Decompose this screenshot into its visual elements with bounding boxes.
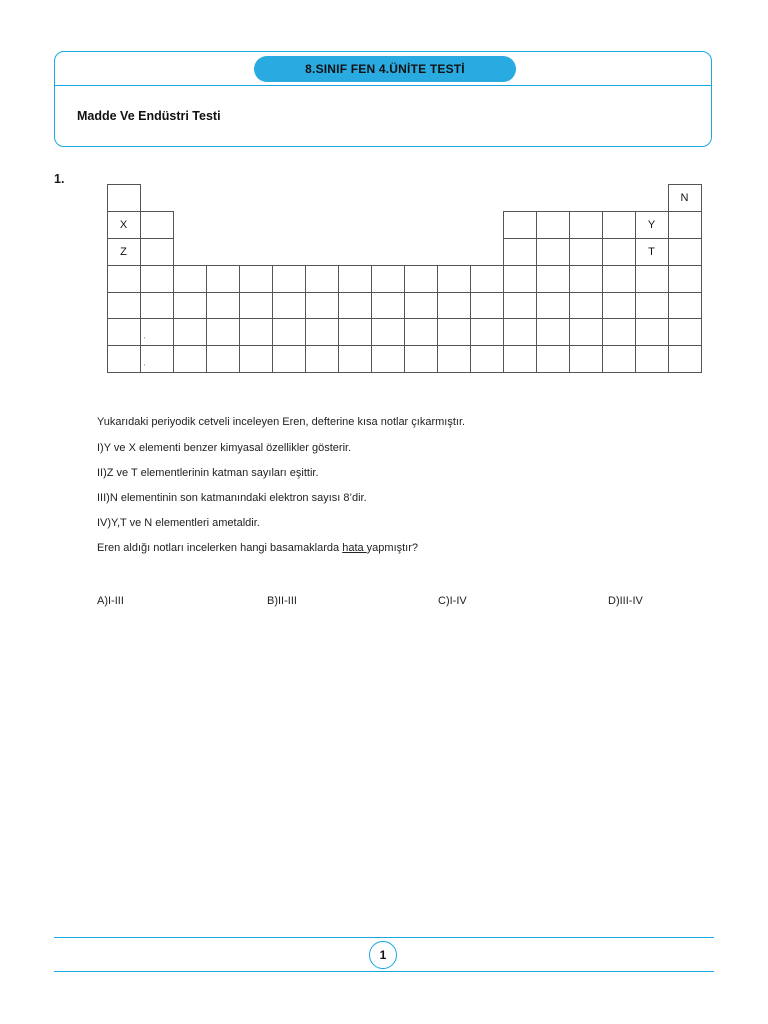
table-cell xyxy=(635,265,669,293)
table-cell xyxy=(470,292,504,319)
option-a[interactable]: A)I-III xyxy=(97,595,124,607)
table-cell xyxy=(371,292,405,319)
table-cell xyxy=(371,265,405,293)
element-label-y: Y xyxy=(647,218,656,231)
table-cell xyxy=(338,292,372,319)
cell-tick-mark: ˌ xyxy=(143,330,146,339)
table-cell xyxy=(239,318,273,346)
option-d[interactable]: D)III-IV xyxy=(608,595,643,607)
table-cell xyxy=(536,238,570,266)
table-cell xyxy=(569,318,603,346)
table-cell xyxy=(107,184,141,212)
statement-2: II)Z ve T elementlerinin katman sayıları eşittir. xyxy=(97,467,319,479)
table-cell xyxy=(239,345,273,373)
table-cell xyxy=(107,345,141,373)
table-cell xyxy=(536,211,570,239)
table-cell xyxy=(569,292,603,319)
option-b[interactable]: B)II-III xyxy=(267,595,297,607)
table-cell xyxy=(470,265,504,293)
table-cell xyxy=(239,292,273,319)
table-cell xyxy=(503,238,537,266)
table-cell xyxy=(404,318,438,346)
cell-tick-mark: ˌ xyxy=(143,357,146,366)
table-cell xyxy=(470,345,504,373)
table-cell xyxy=(668,318,702,346)
table-cell xyxy=(437,292,471,319)
table-cell xyxy=(206,318,240,346)
option-c[interactable]: C)I-IV xyxy=(438,595,467,607)
table-cell xyxy=(503,345,537,373)
table-cell xyxy=(668,265,702,293)
table-cell xyxy=(668,211,702,239)
table-cell xyxy=(206,265,240,293)
question-intro: Yukarıdaki periyodik cetveli inceleyen Eren, defterine kısa notlar çıkarmıştır. xyxy=(97,416,466,428)
prompt-underlined-word: hata xyxy=(342,542,367,554)
table-cell xyxy=(338,345,372,373)
table-cell xyxy=(338,265,372,293)
table-cell xyxy=(305,292,339,319)
table-cell xyxy=(602,265,636,293)
table-cell xyxy=(107,292,141,319)
table-cell xyxy=(536,318,570,346)
table-cell xyxy=(635,345,669,373)
table-cell xyxy=(140,211,174,239)
test-subtitle: Madde Ve Endüstri Testi xyxy=(77,109,221,123)
table-cell xyxy=(668,238,702,266)
table-cell xyxy=(569,265,603,293)
table-cell xyxy=(272,345,306,373)
table-cell xyxy=(305,345,339,373)
periodic-table xyxy=(0,0,768,400)
page-number: 1 xyxy=(369,941,397,969)
question-number: 1. xyxy=(54,172,65,186)
table-cell xyxy=(437,345,471,373)
table-cell xyxy=(371,345,405,373)
table-cell xyxy=(470,318,504,346)
statement-4: IV)Y,T ve N elementleri ametaldir. xyxy=(97,517,260,529)
table-cell xyxy=(107,265,141,293)
statement-3: III)N elementinin son katmanındaki elektron sayısı 8’dir. xyxy=(97,492,367,504)
table-cell xyxy=(569,238,603,266)
table-cell xyxy=(668,292,702,319)
table-cell xyxy=(503,318,537,346)
element-label-z: Z xyxy=(120,245,127,258)
table-cell xyxy=(437,265,471,293)
table-cell xyxy=(404,292,438,319)
element-label-x: X xyxy=(119,218,128,231)
table-cell xyxy=(272,265,306,293)
table-cell xyxy=(173,318,207,346)
footer-line-bottom xyxy=(54,971,714,972)
question-prompt xyxy=(97,542,418,554)
table-cell xyxy=(140,238,174,266)
element-label-n: N xyxy=(680,191,689,204)
table-cell xyxy=(503,292,537,319)
table-cell xyxy=(569,211,603,239)
table-cell xyxy=(305,318,339,346)
table-cell xyxy=(635,292,669,319)
table-cell xyxy=(239,265,273,293)
table-cell xyxy=(173,345,207,373)
table-cell xyxy=(536,345,570,373)
table-cell xyxy=(338,318,372,346)
table-cell xyxy=(602,292,636,319)
table-cell xyxy=(272,318,306,346)
prompt-end: yapmıştır? xyxy=(366,542,419,554)
table-cell xyxy=(107,318,141,346)
footer-line-top xyxy=(54,937,714,938)
table-cell xyxy=(140,292,174,319)
table-cell xyxy=(635,318,669,346)
table-cell xyxy=(140,265,174,293)
table-cell xyxy=(305,265,339,293)
table-cell xyxy=(206,292,240,319)
statement-1: I)Y ve X elementi benzer kimyasal özellikler gösterir. xyxy=(97,442,352,454)
table-cell xyxy=(602,211,636,239)
table-cell xyxy=(206,345,240,373)
table-cell xyxy=(173,265,207,293)
table-cell xyxy=(602,318,636,346)
table-cell xyxy=(173,292,207,319)
table-cell xyxy=(503,265,537,293)
table-cell xyxy=(503,211,537,239)
table-cell xyxy=(602,238,636,266)
table-cell xyxy=(569,345,603,373)
table-cell xyxy=(404,265,438,293)
table-cell xyxy=(668,345,702,373)
table-cell xyxy=(371,318,405,346)
element-label-t: T xyxy=(648,245,655,258)
table-cell xyxy=(602,345,636,373)
table-cell xyxy=(404,345,438,373)
table-cell xyxy=(536,265,570,293)
prompt-text: Eren aldığı notları incelerken hangi basamaklarda xyxy=(97,542,343,554)
table-cell xyxy=(437,318,471,346)
table-cell xyxy=(536,292,570,319)
table-cell xyxy=(272,292,306,319)
test-title: 8.SINIF FEN 4.ÜNİTE TESTİ xyxy=(254,56,516,82)
